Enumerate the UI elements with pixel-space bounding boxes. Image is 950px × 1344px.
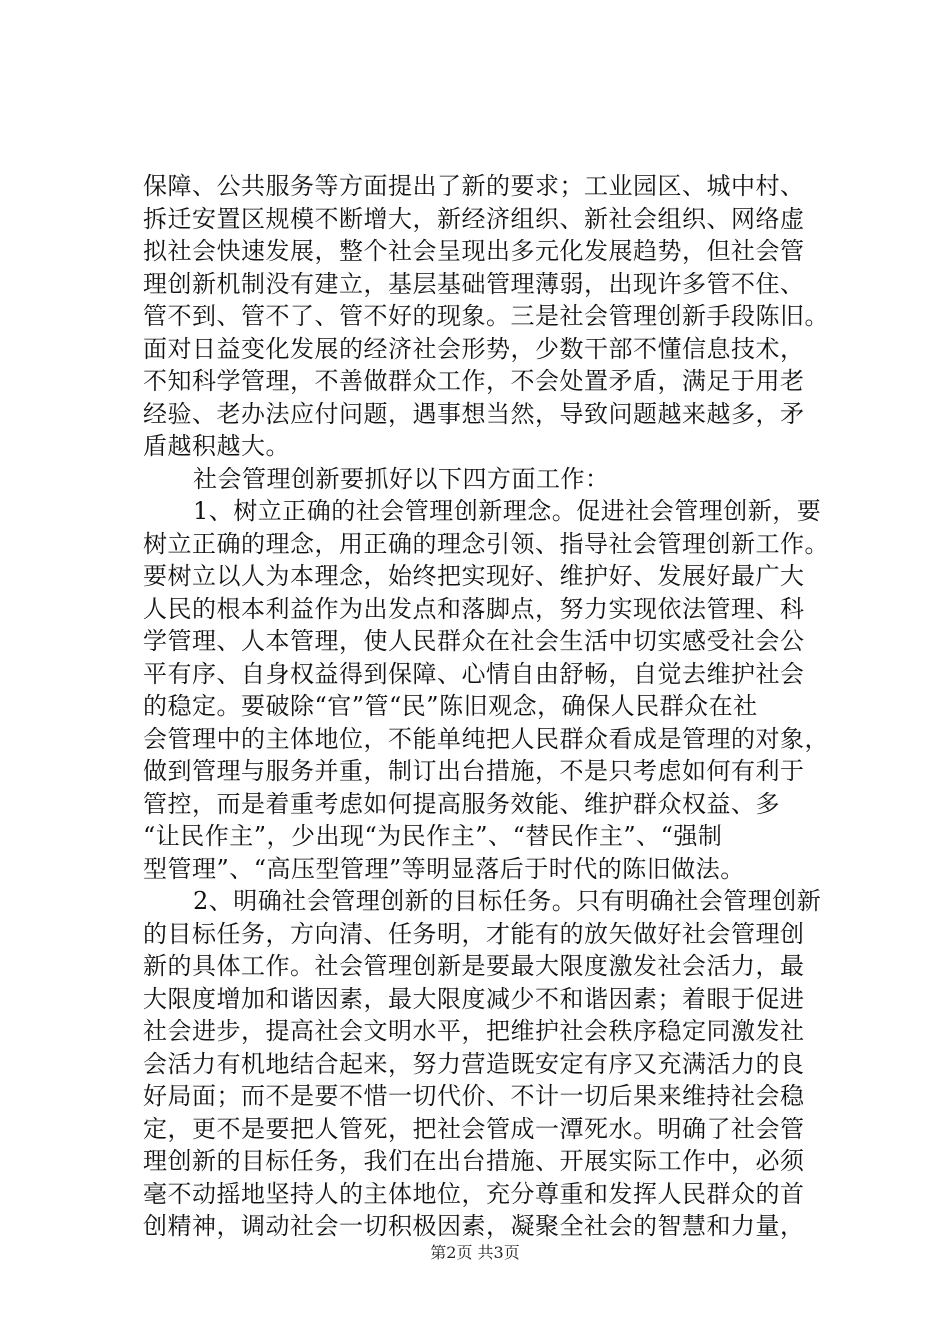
text-line: 拆迁安置区规模不断增大，新经济组织、新社会组织、网络虚 <box>143 204 805 233</box>
text-line: 创精神，调动社会一切积极因素，凝聚全社会的智慧和力量， <box>143 1212 805 1240</box>
text-line: 做到管理与服务并重，制订出台措施，不是只考虑如何有利于 <box>143 757 805 785</box>
text-line: 树立正确的理念，用正确的理念引领、指导社会管理创新工作。 <box>143 529 829 558</box>
text-line: 不知科学管理，不善做群众工作，不会处置矛盾，满足于用老 <box>143 367 805 395</box>
text-line: “让民作主”，少出现“为民作主”、“替民作主”、“强制 <box>143 822 723 850</box>
text-line: 社会管理创新要抓好以下四方面工作： <box>193 464 610 493</box>
text-line: 社会进步，提高社会文明水平，把维护社会秩序稳定同激发社 <box>143 1017 805 1045</box>
text-line: 理创新的目标任务，我们在出台措施、开展实际工作中，必须 <box>143 1147 805 1175</box>
text-line: 面对日益变化发展的经济社会形势，少数干部不懂信息技术， <box>143 334 805 363</box>
text-line: 新的具体工作。社会管理创新是要最大限度激发社会活力，最 <box>143 952 805 980</box>
page-footer: 第2页 共3页 <box>430 1243 520 1262</box>
text-line: 1、树立正确的社会管理创新理念。促进社会管理创新，要 <box>193 497 822 525</box>
text-line: 型管理”、“高压型管理”等明显落后于时代的陈旧做法。 <box>143 854 745 883</box>
text-line: 要树立以人为本理念，始终把实现好、维护好、发展好最广大 <box>143 562 805 590</box>
text-line: 2、明确社会管理创新的目标任务。只有明确社会管理创新 <box>193 887 822 915</box>
text-line: 定，更不是要把人管死，把社会管成一潭死水。明确了社会管 <box>143 1114 805 1143</box>
text-line: 管控，而是着重考虑如何提高服务效能、维护群众权益、多 <box>143 789 780 818</box>
text-line: 管不到、管不了、管不好的现象。三是社会管理创新手段陈旧。 <box>143 302 829 330</box>
text-line: 理创新机制没有建立，基层基础管理薄弱，出现许多管不住、 <box>143 269 805 298</box>
text-line: 好局面；而不是要不惜一切代价、不计一切后果来维持社会稳 <box>143 1082 805 1110</box>
text-line: 大限度增加和谐因素，最大限度减少不和谐因素；着眼于促进 <box>143 984 805 1013</box>
text-line: 学管理、人本管理，使人民群众在社会生活中切实感受社会公 <box>143 627 805 655</box>
text-line: 的稳定。要破除“官”管“民”陈旧观念，确保人民群众在社 <box>143 692 758 720</box>
text-line: 拟社会快速发展，整个社会呈现出多元化发展趋势，但社会管 <box>143 237 805 265</box>
text-line: 人民的根本利益作为出发点和落脚点，努力实现依法管理、科 <box>143 594 805 623</box>
text-line: 会管理中的主体地位，不能单纯把人民群众看成是管理的对象， <box>143 724 829 753</box>
text-line: 毫不动摇地坚持人的主体地位，充分尊重和发挥人民群众的首 <box>143 1179 805 1208</box>
text-line: 经验、老办法应付问题，遇事想当然，导致问题越来越多，矛 <box>143 399 805 428</box>
text-line: 会活力有机地结合起来，努力营造既安定有序又充满活力的良 <box>143 1049 805 1078</box>
text-line: 平有序、自身权益得到保障、心情自由舒畅，自觉去维护社会 <box>143 659 805 688</box>
document-body <box>143 170 843 1243</box>
text-line: 盾越积越大。 <box>143 432 290 460</box>
text-line: 的目标任务，方向清、任务明，才能有的放矢做好社会管理创 <box>143 919 805 948</box>
text-line: 保障、公共服务等方面提出了新的要求；工业园区、城中村、 <box>143 172 805 200</box>
